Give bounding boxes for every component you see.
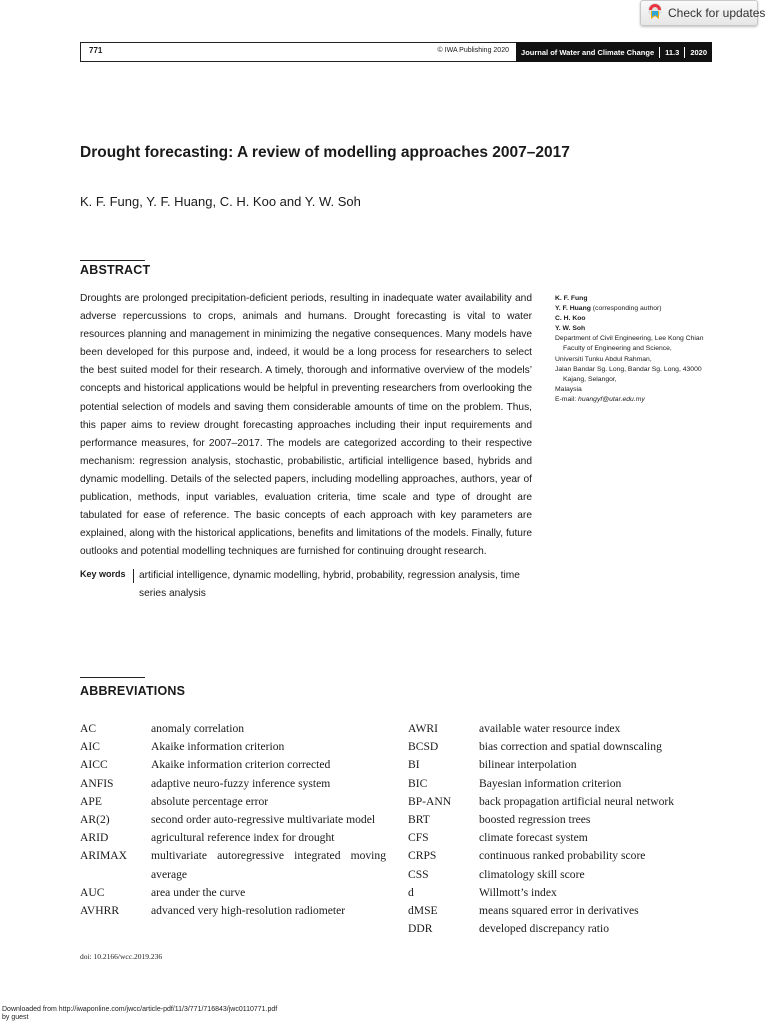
abbreviation-term: BP-ANN (408, 794, 452, 808)
author-list: K. F. Fung, Y. F. Huang, C. H. Koo and Y. W. Soh (80, 194, 361, 209)
abbreviation-row (80, 902, 386, 920)
doi: doi: 10.2166/wcc.2019.236 (80, 952, 163, 961)
affil-author: Y. F. Huang (555, 305, 591, 313)
header-divider (684, 47, 685, 58)
abbreviation-row (408, 811, 708, 829)
abbreviation-row (408, 829, 708, 847)
affil-author: C. H. Koo (555, 315, 586, 323)
abbreviation-term: dMSE (408, 904, 438, 918)
abbreviation-definition: means squared error in derivatives (479, 904, 639, 918)
affil-author: K. F. Fung (555, 295, 588, 302)
abbreviation-definition: area under the curve (151, 885, 246, 899)
affil-author: Y. W. Soh (555, 325, 586, 333)
keywords-label: Key words (80, 569, 126, 579)
abbreviation-row (408, 884, 708, 902)
abbreviation-row (408, 720, 708, 738)
abbreviation-term: AC (80, 722, 97, 735)
footer-by-guest: by guest (2, 1014, 29, 1021)
abbreviation-term: CRPS (408, 849, 437, 863)
abbreviation-term: DDR (408, 922, 433, 936)
abbreviation-row (80, 811, 386, 829)
abbreviation-row (408, 866, 708, 884)
abbreviation-row (80, 756, 386, 774)
abbreviation-definition: adaptive neuro-fuzzy inference system (151, 776, 331, 790)
header-divider (659, 47, 660, 58)
check-for-updates-label: Check for updates (668, 6, 766, 20)
abbreviation-term: AVHRR (80, 904, 120, 918)
email-link[interactable]: huangyf@utar.edu.my (578, 395, 645, 403)
journal-header (80, 42, 712, 62)
abbreviation-definition: bilinear interpolation (479, 758, 577, 772)
section-rule (80, 677, 145, 678)
abbreviation-definition: developed discrepancy ratio (479, 922, 610, 936)
abbreviation-term: CFS (408, 831, 429, 845)
abbreviation-row (80, 775, 386, 793)
abstract-text: Droughts are prolonged precipitation-deficient periods, resulting in inadequate water availability and adverse repercussions to crops, animals and humans. Drought forecasting is vital to water resources planning and management in minimizing the negative consequences. Many models have been developed for this purpose and, indeed, it would be a long process for researchers to select the best suited model for their research. A timely, thorough and informative overview of the models’ concepts and historical applications would be helpful in preventing researchers from overlooking the potential selection of models and saving them considerable amounts of time on the problem. Thus, this paper aims to review drought forecasting approaches including their input requirements and performance measures, for 2007–2017. The models are categorized according to their respective mechanism: regression analysis, stochastic, probabilistic, artificial intelligence based, hybrids and dynamic modelling. Details of the selected papers, including modelling approaches, authors, year of publication, methods, input variables, evaluation criteria, time scale and type of drought are tabulated for ease of reference. The basic concepts of each approach with key parameters are explained, along with the historical applications, benefits and limitations of the models. Finally, future outlooks and potential modelling techniques are furnished for continuing drought research. (80, 293, 532, 558)
abbreviation-term: ANFIS (80, 776, 114, 790)
abbreviation-definition: anomaly correlation (151, 722, 245, 735)
email-label: E-mail: (555, 395, 577, 403)
abbreviation-definition: Willmott’s index (479, 885, 557, 899)
download-footer (2, 1006, 277, 1022)
abbreviation-row (408, 847, 708, 865)
abbreviation-term: BCSD (408, 740, 439, 754)
journal-volume: 11.3 (665, 47, 680, 57)
journal-year: 2020 (690, 47, 707, 57)
abbreviation-term: AUC (80, 885, 105, 899)
abbreviation-definition: climate forecast system (479, 831, 588, 845)
journal-name: Journal of Water and Climate Change (521, 47, 655, 57)
abbreviation-row (80, 793, 386, 811)
keywords-text: artificial intelligence, dynamic modelling, hybrid, probability, regression analysis, time series analysis (139, 570, 520, 599)
abbreviation-definition: available water resource index (479, 722, 621, 735)
section-rule (80, 260, 145, 261)
abbreviation-term: BIC (408, 776, 428, 790)
corresponding-note: (corresponding author) (592, 305, 662, 313)
abbreviation-definition: Akaike information criterion (151, 740, 285, 754)
abbreviation-definition: back propagation artificial neural network (479, 794, 675, 808)
abbreviation-definition: bias correction and spatial downscaling (479, 740, 662, 754)
abbreviation-row (408, 775, 708, 793)
abbreviation-term: BRT (408, 813, 430, 827)
abbreviation-row (80, 738, 386, 756)
abbreviation-term: AIC (80, 740, 100, 754)
abbreviation-definition: Bayesian information criterion (479, 776, 622, 790)
footer-download-url[interactable]: Downloaded from http://iwaponline.com/jwcc/article-pdf/11/3/771/716843/jwc0110771.pdf (2, 1006, 278, 1013)
abbreviations-heading: ABBREVIATIONS (80, 684, 186, 698)
abbreviation-row (408, 920, 708, 938)
affil-country: Malaysia (555, 385, 582, 393)
abbreviation-term: AICC (80, 758, 108, 772)
abbreviation-definition: continuous ranked probability score (479, 849, 646, 863)
page-number: 771 (89, 46, 103, 55)
abbreviation-definition: multivariate autoregressive integrated moving average (151, 849, 386, 881)
abbreviation-term: APE (80, 794, 102, 808)
abbreviation-definition: advanced very high-resolution radiometer (151, 904, 346, 918)
abbreviation-term: d (408, 885, 414, 899)
abbreviation-definition: agricultural reference index for drought (151, 831, 335, 845)
affil-address: Jalan Bandar Sg. Long, Bandar Sg. Long, 43000 (555, 365, 702, 373)
abstract-heading: ABSTRACT (80, 263, 151, 277)
keywords-divider (133, 569, 134, 583)
check-for-updates-button[interactable] (640, 0, 766, 26)
affil-faculty: Faculty of Engineering and Science, (563, 345, 672, 353)
abbreviation-row (408, 793, 708, 811)
abbreviation-term: AWRI (408, 722, 438, 735)
abbreviation-term: AR(2) (80, 813, 110, 827)
abbreviation-term: ARID (80, 831, 109, 845)
abbreviation-definition: absolute percentage error (151, 794, 269, 808)
abbreviation-definition: Akaike information criterion corrected (151, 758, 331, 772)
abbreviation-term: BI (408, 758, 420, 772)
abbreviation-row (408, 756, 708, 774)
abbreviations-left-column (80, 720, 386, 920)
abbreviation-row (408, 902, 708, 920)
abbreviation-row (80, 720, 386, 738)
abbreviation-row (80, 829, 386, 847)
abbreviation-row (80, 847, 386, 883)
paper-title: Drought forecasting: A review of modelling approaches 2007–2017 (80, 144, 570, 161)
abbreviation-definition: second order auto-regressive multivariate model (151, 813, 376, 827)
abbreviation-row (408, 738, 708, 756)
crossmark-icon (647, 2, 663, 25)
affil-department: Department of Civil Engineering, Lee Kong Chian (555, 335, 704, 343)
author-affiliation (555, 294, 725, 405)
abbreviation-definition: climatology skill score (479, 867, 585, 881)
abbreviation-term: ARIMAX (80, 849, 128, 863)
abbreviation-term: CSS (408, 867, 429, 881)
publisher-copyright: © IWA Publishing 2020 (437, 47, 509, 54)
affil-university: Universiti Tunku Abdul Rahman, (555, 355, 652, 363)
abbreviation-definition: boosted regression trees (479, 813, 591, 827)
abbreviations-right-column (408, 720, 708, 938)
journal-banner (516, 42, 712, 62)
affil-city: Kajang, Selangor, (563, 375, 617, 383)
abbreviation-row (80, 884, 386, 902)
